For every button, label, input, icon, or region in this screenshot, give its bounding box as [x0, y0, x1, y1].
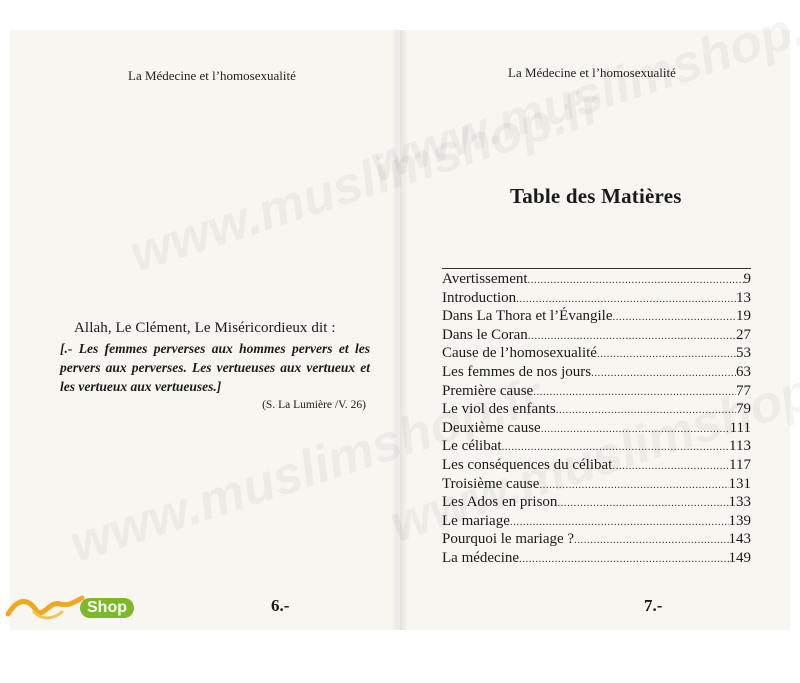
- toc-entry-title: Première cause: [442, 382, 534, 399]
- toc-entry: [442, 493, 751, 512]
- right-page: [400, 30, 790, 630]
- toc-entry-page: 117: [729, 456, 751, 473]
- toc-entry-page: 27: [736, 326, 751, 343]
- toc-leader-dots: [528, 327, 736, 346]
- toc-entry-page: 63: [736, 363, 751, 380]
- toc-entry-title: Cause de l’homosexualité: [442, 345, 597, 362]
- toc-leader-dots: [557, 494, 728, 513]
- toc-entry: [442, 270, 751, 289]
- toc-leader-dots: [502, 438, 730, 457]
- toc-entry: [442, 437, 751, 456]
- toc-leader-dots: [613, 308, 737, 327]
- swoosh-logo-icon: [6, 590, 86, 626]
- toc-entry: [442, 382, 751, 401]
- right-page-number: 7.-: [644, 596, 663, 615]
- toc-entry: [442, 289, 751, 308]
- toc-entry: [442, 530, 751, 549]
- toc-entry-page: 13: [736, 289, 751, 306]
- toc-entry: [442, 400, 751, 419]
- logo-text: Shop: [80, 598, 134, 618]
- toc-leader-dots: [539, 476, 728, 495]
- quote-intro: Allah, Le Clément, Le Miséricordieux dit :: [74, 320, 336, 336]
- book-gutter: [392, 30, 408, 630]
- toc-divider: [442, 268, 751, 269]
- toc-leader-dots: [516, 290, 736, 309]
- toc-entry-page: 113: [729, 438, 751, 455]
- table-of-contents: [442, 270, 751, 568]
- toc-leader-dots: [597, 345, 736, 364]
- toc-leader-dots: [528, 271, 744, 290]
- toc-leader-dots: [533, 383, 736, 402]
- toc-entry: [442, 419, 751, 438]
- toc-entry-page: 53: [736, 345, 751, 362]
- toc-leader-dots: [510, 513, 729, 532]
- toc-entry: [442, 326, 751, 345]
- quran-quote: [60, 320, 370, 411]
- right-running-head: La Médecine et l’homosexualité: [508, 65, 676, 80]
- toc-entry: [442, 512, 751, 531]
- toc-entry-page: 9: [743, 271, 751, 287]
- toc-entry-title: Le mariage: [442, 512, 510, 529]
- toc-entry-page: 77: [736, 382, 751, 399]
- toc-entry: [442, 456, 751, 475]
- shop-logo: [6, 590, 136, 630]
- toc-entry-page: 131: [728, 475, 751, 492]
- left-running-head: La Médecine et l’homosexualité: [128, 68, 296, 83]
- toc-entry-page: 133: [728, 494, 751, 511]
- toc-entry-title: La médecine: [442, 549, 520, 566]
- quote-reference: (S. La Lumière /V. 26): [262, 399, 366, 411]
- toc-leader-dots: [556, 401, 736, 420]
- toc-entry-title: Deuxième cause: [442, 419, 541, 436]
- left-page-number: 6.-: [271, 596, 290, 615]
- toc-entry-title: Les femmes de nos jours: [442, 363, 592, 380]
- toc-entry-page: 149: [728, 549, 751, 566]
- toc-leader-dots: [591, 364, 736, 383]
- toc-entry-page: 111: [729, 419, 751, 436]
- toc-leader-dots: [612, 457, 729, 476]
- left-page: [10, 30, 398, 630]
- toc-entry-title: Le viol des enfants: [442, 401, 556, 418]
- toc-entry-page: 19: [736, 308, 751, 325]
- toc-entry-title: Dans La Thora et l’Évangile: [442, 308, 613, 325]
- toc-entry-title: Les Ados en prison: [442, 494, 558, 511]
- toc-entry: [442, 307, 751, 326]
- toc-entry-page: 143: [728, 531, 751, 548]
- toc-entry-title: Le célibat: [442, 438, 502, 455]
- toc-entry: [442, 475, 751, 494]
- toc-leader-dots: [574, 531, 728, 550]
- toc-entry: [442, 344, 751, 363]
- toc-title: Table des Matières: [510, 184, 682, 208]
- toc-entry-title: Les conséquences du célibat: [442, 456, 613, 473]
- toc-entry-page: 139: [728, 512, 751, 529]
- toc-entry-title: Avertissement: [442, 271, 528, 287]
- toc-leader-dots: [519, 550, 728, 569]
- toc-entry-title: Dans le Coran: [442, 326, 528, 343]
- toc-entry-title: Pourquoi le mariage ?: [442, 531, 575, 548]
- toc-entry-title: Introduction: [442, 289, 517, 306]
- quote-verse: [.- Les femmes perverses aux hommes pervers et les pervers aux perverses. Les vertueuses aux vertueux et les vertueux aux vertueuses.]: [60, 341, 370, 394]
- toc-entry: [442, 549, 751, 568]
- toc-entry-title: Troisième cause: [442, 475, 540, 492]
- toc-entry-page: 79: [736, 401, 751, 418]
- toc-leader-dots: [541, 420, 730, 439]
- toc-entry: [442, 363, 751, 382]
